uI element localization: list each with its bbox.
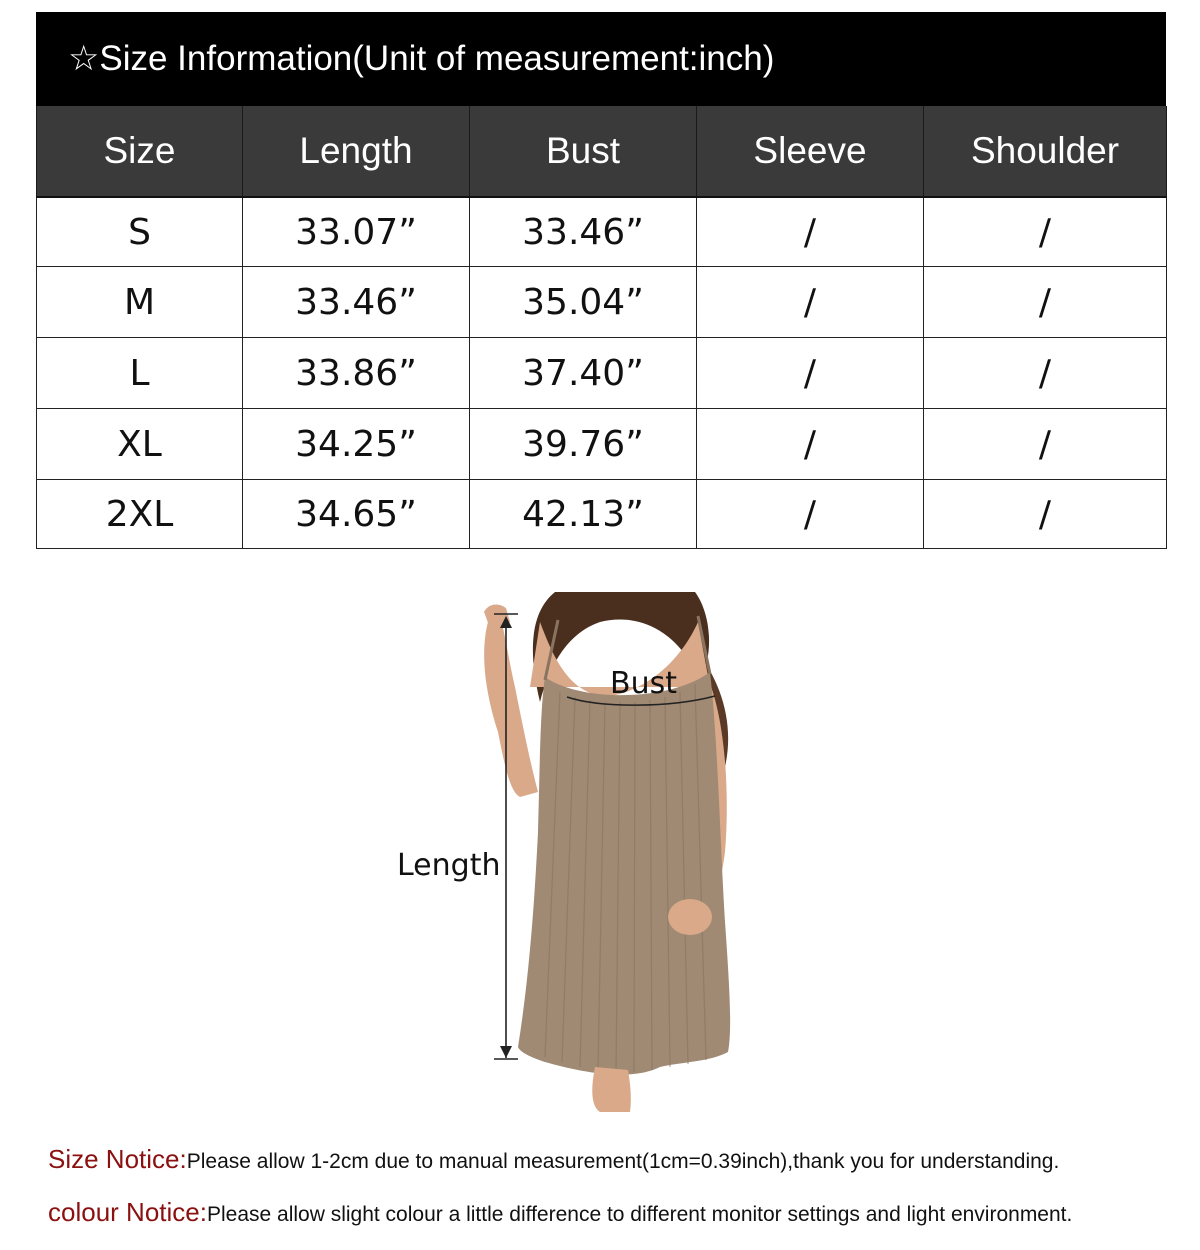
table-row — [37, 338, 1167, 409]
header-size: Size — [37, 106, 243, 197]
size-info-title-text: ☆Size Information(Unit of measurement:inch) — [68, 39, 775, 78]
cell-sleeve: / — [697, 480, 924, 549]
cell-shoulder: / — [924, 267, 1167, 338]
cell-length: 33.46” — [243, 267, 470, 338]
cell-sleeve: / — [697, 197, 924, 267]
cell-size: M — [37, 267, 243, 338]
right-hand-shape — [668, 899, 712, 935]
size-info-title — [36, 12, 1166, 106]
cell-shoulder: / — [924, 480, 1167, 549]
cell-size: XL — [37, 409, 243, 480]
cell-size: S — [37, 197, 243, 267]
table-row — [37, 267, 1167, 338]
colour-notice-text: Please allow slight colour a little difference to different monitor settings and light environment. — [206, 1203, 1073, 1226]
dress-shape — [518, 672, 730, 1075]
header-sleeve: Sleeve — [697, 106, 924, 197]
size-notice-text: Please allow 1-2cm due to manual measurement(1cm=0.39inch),thank you for understanding. — [186, 1150, 1060, 1173]
cell-sleeve: / — [697, 409, 924, 480]
bust-label: Bust — [610, 666, 677, 701]
cell-bust: 35.04” — [470, 267, 697, 338]
cell-length: 34.65” — [243, 480, 470, 549]
header-length: Length — [243, 106, 470, 197]
table-header-row — [37, 106, 1167, 197]
cell-shoulder: / — [924, 409, 1167, 480]
size-notice-lead: Size Notice: — [48, 1144, 187, 1174]
header-shoulder: Shoulder — [924, 106, 1167, 197]
cell-bust: 37.40” — [470, 338, 697, 409]
length-arrow-bottom-head — [500, 1046, 512, 1058]
cell-size: 2XL — [37, 480, 243, 549]
leg-shape — [592, 1067, 631, 1112]
left-arm-shape — [484, 617, 538, 797]
size-table — [36, 106, 1167, 549]
cell-shoulder: / — [924, 197, 1167, 267]
cell-length: 33.86” — [243, 338, 470, 409]
size-notice — [48, 1144, 1059, 1175]
cell-bust: 33.46” — [470, 197, 697, 267]
cell-size: L — [37, 338, 243, 409]
colour-notice — [48, 1197, 1072, 1228]
cell-length: 33.07” — [243, 197, 470, 267]
table-row — [37, 480, 1167, 549]
cell-sleeve: / — [697, 338, 924, 409]
header-bust: Bust — [470, 106, 697, 197]
cell-shoulder: / — [924, 338, 1167, 409]
cell-bust: 42.13” — [470, 480, 697, 549]
table-row — [37, 409, 1167, 480]
cell-sleeve: / — [697, 267, 924, 338]
colour-notice-lead: colour Notice: — [48, 1197, 207, 1227]
table-row — [37, 197, 1167, 267]
cell-length: 34.25” — [243, 409, 470, 480]
cell-bust: 39.76” — [470, 409, 697, 480]
length-label: Length — [397, 848, 501, 883]
